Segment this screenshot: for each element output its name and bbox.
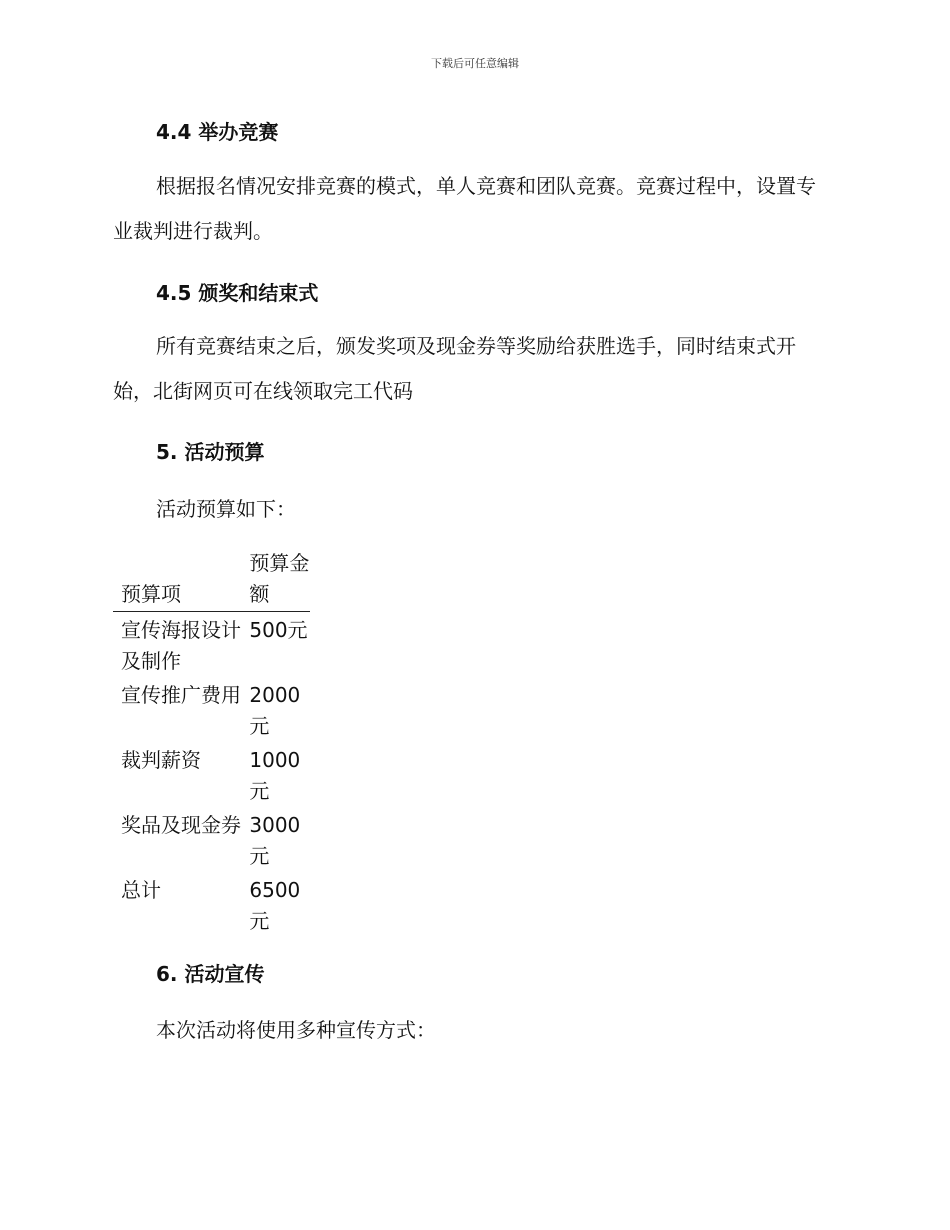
row-item: 宣传海报设计及制作 <box>121 618 241 673</box>
row-item: 裁判薪资 <box>121 748 201 772</box>
section-body-4-4: 根据报名情况安排竞赛的模式，单人竞赛和团队竞赛。竞赛过程中，设置专业裁判进行裁判。 <box>113 174 816 243</box>
row-amount: 3000元 <box>249 813 301 868</box>
row-amount: 1000元 <box>249 748 301 803</box>
row-amount: 2000元 <box>249 683 301 738</box>
table-header-row <box>113 548 310 612</box>
promotion-intro: 本次活动将使用多种宣传方式： <box>156 1018 436 1042</box>
section-body-4-5: 所有竞赛结束之后，颁发奖项及现金券等奖励给获胜选手，同时结束式开始，北街网页可在线领取完工代码 <box>113 334 796 403</box>
budget-intro: 活动预算如下： <box>156 497 296 521</box>
table-row <box>113 612 310 678</box>
row-amount: 6500元 <box>249 878 301 933</box>
header-item: 预算项 <box>121 582 181 606</box>
section-heading-6: 6. 活动宣传 <box>156 962 265 986</box>
table-row <box>113 872 310 937</box>
table-row <box>113 677 310 742</box>
header-note: 下载后可任意编辑 <box>431 57 519 70</box>
budget-table <box>113 548 310 937</box>
table-row <box>113 807 310 872</box>
row-item: 宣传推广费用 <box>121 683 241 707</box>
row-item: 奖品及现金券 <box>121 813 241 837</box>
row-item: 总计 <box>121 878 161 902</box>
section-heading-5: 5. 活动预算 <box>156 440 265 464</box>
section-heading-4-4: 4.4 举办竞赛 <box>156 120 279 144</box>
header-amount: 预算金额 <box>249 551 310 606</box>
section-heading-4-5: 4.5 颁奖和结束式 <box>156 281 319 305</box>
table-row <box>113 742 310 807</box>
row-amount: 500元 <box>249 618 308 642</box>
